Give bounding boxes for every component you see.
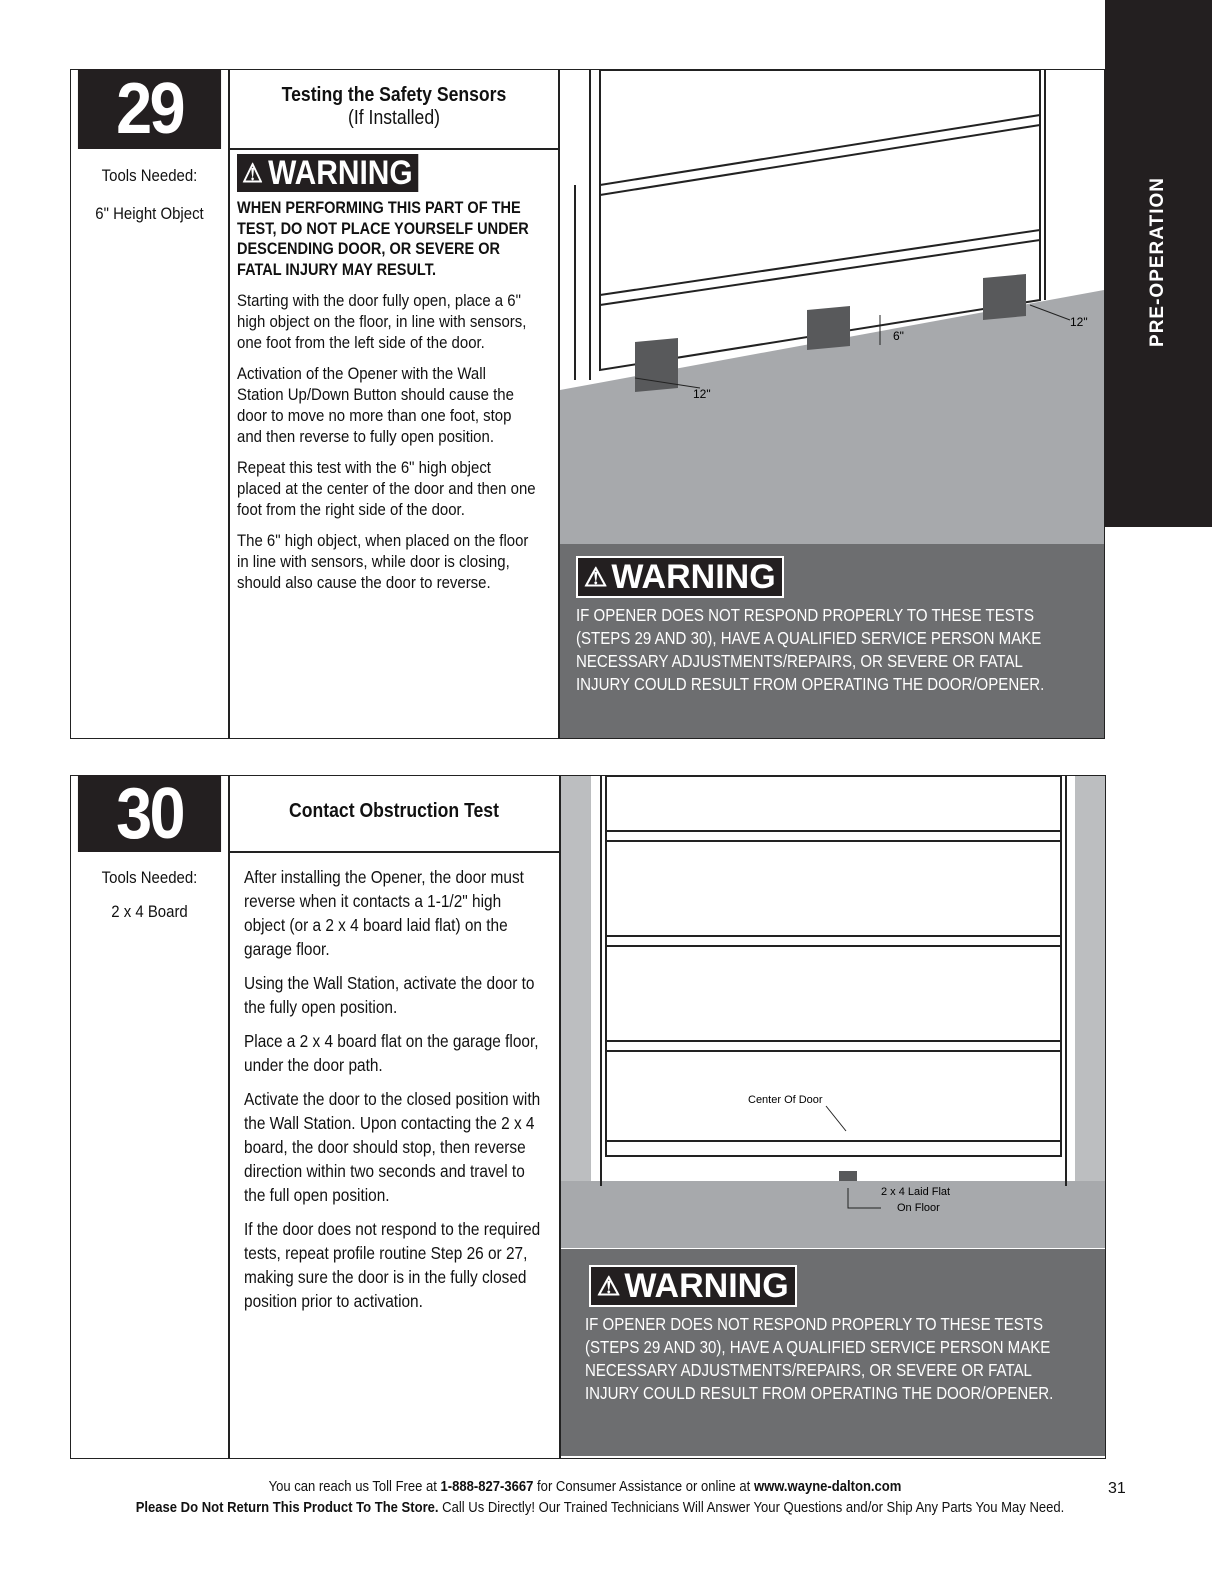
footer-return-notice: Please Do Not Return This Product To The Store. Call Us Directly! Our Trained Technicians Will Answer Your Questions and/or Ship Any Parts You May Need. [135, 1500, 1065, 1516]
gray-warning-box [561, 1249, 1105, 1456]
step-title: Testing the Safety Sensors (If Installed) [281, 84, 507, 129]
step-number: 30 [78, 775, 221, 852]
warning-badge: ⚠ WARNING [576, 556, 784, 598]
warning-icon: ⚠ [242, 158, 263, 188]
tools-needed: Tools Needed: 2 x 4 Board [101, 868, 198, 922]
sensor-test-illustration [560, 70, 1104, 544]
dimension-label: 12" [1070, 315, 1088, 329]
section-tab-label: PRE-OPERATION [1147, 177, 1168, 347]
step-instructions: ⚠ WARNING WHEN PERFORMING THIS PART OF THE TEST, DO NOT PLACE YOURSELF UNDER DESCENDING DOOR, OR SEVERE OR FATAL INJURY MAY RESULT. Starting with the door fully open, place a 6" high object on the floor, in line with sensors, one foot from the left side of the door. Activation of the Opener with the Wall Station Up/Down Button should cause the door to move no more than one foot, stop and then reverse to fully open position. Repeat this test with the 6" high object placed at the center of the door and then one foot from the right side of the door. The 6" high object, when placed on the floor in line with sensors, while door is closing, should also cause the door to reverse. [237, 154, 536, 592]
warning-icon: ⚠ [597, 1271, 621, 1301]
warning-icon: ⚠ [584, 562, 608, 592]
website-link[interactable]: www.wayne-dalton.com [753, 1479, 902, 1495]
warning-text: IF OPENER DOES NOT RESPOND PROPERLY TO THESE TESTS (STEPS 29 AND 30), HAVE A QUALIFIED SERVICE PERSON MAKE NECESSARY ADJUSTMENTS/REPAIRS, OR SEVERE OR FATAL INJURY COULD RESULT FROM OPERATING THE DOOR/OPENER. [576, 605, 1045, 694]
step-title: Contact Obstruction Test [289, 800, 499, 822]
section-tab [1105, 0, 1212, 527]
phone-number: 1-888-827-3667 [440, 1479, 534, 1495]
warning-text: IF OPENER DOES NOT RESPOND PROPERLY TO THESE TESTS (STEPS 29 AND 30), HAVE A QUALIFIED SERVICE PERSON MAKE NECESSARY ADJUSTMENTS/REPAIRS, OR SEVERE OR FATAL INJURY COULD RESULT FROM OPERATING THE DOOR/OPENER. [585, 1314, 1054, 1403]
tools-needed: Tools Needed: 6" Height Object [95, 166, 204, 224]
dimension-label: 6" [893, 329, 904, 343]
dimension-label: 12" [693, 387, 711, 401]
step-instructions: After installing the Opener, the door must reverse when it contacts a 1-1/2" high object (or a 2 x 4 board laid flat) on the garage floor. Using the Wall Station, activate the door to the fully open position. Place a 2 x 4 board flat on the garage floor, under the door path. Activate the door to the closed position with the Wall Station. Upon contacting the 2 x 4 board, the door should stop, then reverse direction within two seconds and travel to the full open position. If the door does not respond to the required tests, repeat profile routine Step 26 or 27, making sure the door is in the fully closed position prior to activation. [244, 867, 541, 1311]
page-number: 31 [1108, 1480, 1126, 1497]
gray-warning-box [560, 544, 1104, 738]
footer-contact-line: You can reach us Toll Free at 1-888-827-3667 for Consumer Assistance or online at www.wayne-dalton.com [268, 1479, 902, 1495]
board-label: 2 x 4 Laid Flat [881, 1186, 951, 1198]
obstruction-test-illustration [561, 776, 1105, 1248]
warning-badge: ⚠ WARNING [589, 1265, 797, 1307]
warning-badge: ⚠ WARNING [237, 154, 418, 192]
step-number: 29 [78, 69, 221, 149]
center-of-door-label: Center Of Door [748, 1094, 823, 1106]
board-label: On Floor [897, 1202, 940, 1214]
